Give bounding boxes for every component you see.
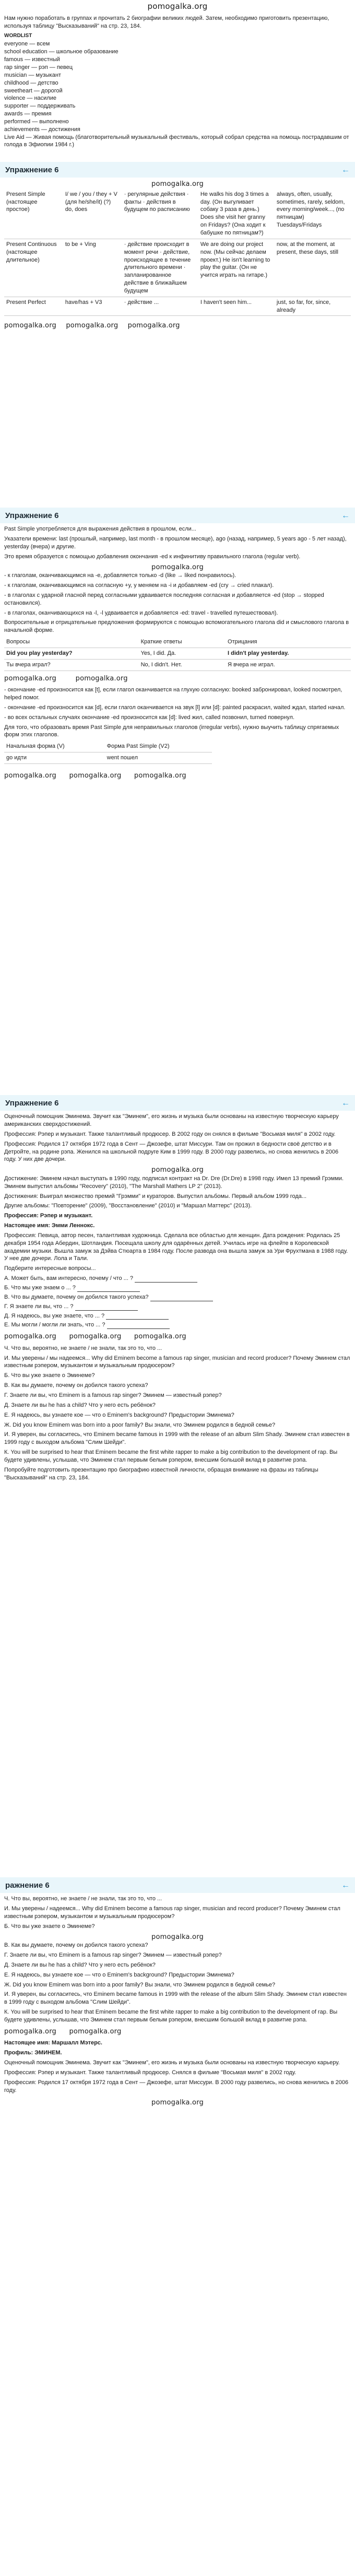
back-arrow-icon[interactable]: ← [341,511,350,521]
table-row [4,297,351,316]
repeat-section [0,1893,355,2576]
answer-blank[interactable] [106,1313,169,1320]
wordlist-item: Live Aid — Живая помощь (благотворительный музыкальный фестиваль, который собрал средства на помощь пострадавшим от голода в Эфиопии 1984 г.) [4,134,349,148]
table-cell: Ты вчера играл? [4,659,139,671]
paragraph: - во всех остальных случаях окончание -ed произносится как [d]: lived жил, called позвонил, turned повернул. [4,714,295,721]
paragraph: Д. Знаете ли вы he has a child? Что у него есть ребёнок? [4,1961,156,1968]
top-watermark [0,0,355,13]
watermark-row [4,2027,351,2037]
paragraph: Профессия: Родился 17 октября 1972 года в Сент — Джозефе, штат Миссури. Там он прожил в бедности своё детство и в Детройте, на родине рэпа. Женился на школьной подруге Ким в 1999 году. В 2000 году развелись, но снова женились в 2006 году. У них две дочери. [4,1140,339,1163]
watermark-row [4,674,351,684]
exercise-title: Упражнение 6 [5,1099,59,1108]
table-cell: always, often, usually, sometimes, rarely, seldom, every morning/week..., (по пятницам) Tuesdays/Fridays [275,189,351,239]
wordlist-item: everyone — всем [4,41,50,48]
paragraph: Д. Знаете ли вы he has a child? Что у него есть ребёнок? [4,1402,156,1408]
wordlist-item: violence — насилие [4,95,56,102]
paragraph: Оценочный помощник Эминема. Звучит как "Эминем", его жизнь и музыка были основаны на известную творческую карьеру. [4,2060,340,2066]
watermark-text: pomogalka.org [75,674,128,683]
question-line: Г. Я знаете ли вы, что ... ? [4,1303,351,1311]
paragraph: Ж. Did you know Eminem was born into a poor family? Вы знали, что Эминем родился в бедной семье? [4,1981,276,1988]
wordlist-item: famous — известный [4,56,60,63]
paragraph: Попробуйте подготовить презентацию про биографию известной личности, обращая внимание на фразы из таблицы "Высказываний" на стр. 23, 184. [4,1466,318,1481]
table-cell: · действие ... [122,297,198,316]
question-line: В. Что вы думаете, почему он добился такого успеха? [4,1293,351,1301]
question-line: Б. Что мы уже знаем о ... ? [4,1284,351,1292]
table-cell: I/ we / you / they + V (для he/she/it) (?) do, does [63,189,122,239]
table-row [4,741,212,752]
paragraph: Профессия: Рэпер и музыкант. Также талантливый продюсер. Снялся в фильме "Восьмая миля" в 2002 году. [4,2069,297,2076]
question-line: Д. Я надеюсь, вы уже знаете, что ... ? [4,1312,351,1320]
watermark-text: pomogalka.org [69,771,122,780]
watermark-row [4,1332,351,1342]
forms-table [4,741,212,764]
watermark-text: pomogalka.org [4,322,56,330]
wordlist-item: awards — премия [4,111,52,117]
exercise-title: Упражнение 6 [5,166,59,175]
paragraph: Настоящее имя: Маршалл Мэтерс. [4,2040,102,2046]
questions-table [4,637,351,671]
watermark-text: pomogalka.org [4,674,56,683]
paragraph: Ч. Что вы, вероятно, не знаете / не знали, так это то, что ... [4,1345,162,1351]
table-header: Краткие ответы [139,637,226,648]
paragraph: - к глаголам, оканчивающимся на -e, добавляется только -d (like → liked понравилось). [4,572,236,579]
answer-blank[interactable] [75,1304,138,1311]
paragraph: И. Я уверен, вы согласитесь, что Eminem became famous in 1999 with the release of an album Slim Shady. Эминем стал известен в 1999 году с выходом альбома "Слим Шейди". [4,1431,350,1446]
watermark-row [4,1933,351,1942]
table-cell: Present Continuous (настоящее длительное) [4,239,63,297]
table-row [4,239,351,297]
watermark-text: pomogalka.org [151,180,204,189]
table-row [4,189,351,239]
watermark-text: pomogalka.org [151,1933,204,1941]
wordlist-item: school education — школьное образование [4,49,119,55]
answer-blank[interactable] [107,1323,170,1329]
paragraph: - в глаголах с ударной гласной перед согласными удваивается последняя согласная и добавляется -ed (stop → stopped остановился). [4,592,324,606]
watermark-row [4,321,351,331]
watermark-row [4,1166,351,1175]
tenses-table-section [0,178,355,508]
paragraph: Г. Знаете ли вы, что Eminem is a famous rap singer? Эминем — известный рэпер? [4,1392,222,1398]
table-row [4,637,351,648]
table-cell: Yes, I did. Да. [139,648,226,659]
paragraph: Оценочный помощник Эминема. Звучит как "Эминем", его жизнь и музыка были основаны на известную творческую карьеру американских сверхдостижений. [4,1113,339,1128]
table-row [4,752,212,764]
paragraph: Е. Я надеюсь, вы узнаете кое — что о Eminem's background? Предыстории Эминема? [4,1971,234,1978]
exercise-title: ражнение 6 [5,1881,50,1890]
table-cell: Did you play yesterday? [4,648,139,659]
table-cell: We are doing our project now. (Мы сейчас делаем проект.) He isn't learning to play the guitar. (Он не учится играть на гитаре.) [198,239,275,297]
paragraph: Г. Знаете ли вы, что Eminem is a famous rap singer? Эминем — известный рэпер? [4,1952,222,1959]
table-cell: I didn't play yesterday. [226,648,351,659]
past-simple-section [0,523,355,1095]
paragraph: Б. Что вы уже знаете о Эминеме? [4,1923,95,1930]
paragraph: Подберите интересные вопросы... [4,1265,96,1272]
table-header: Вопросы [4,637,139,648]
paragraph: Ч. Что вы, вероятно, не знаете / не знали, так это то, что ... [4,1896,162,1902]
paragraph: В. Как вы думаете, почему он добился такого успеха? [4,1382,148,1389]
paragraph: - окончание -ed произносится как [d], если глагол оканчивается на звук [l] или [d]: painted раскрасил, waited ждал, started начал. [4,704,346,711]
watermark-text: pomogalka.org [151,563,204,571]
question-line: А. Может быть, вам интересно, почему / что ... ? [4,1275,351,1283]
table-cell: No, I didn't. Нет. [139,659,226,671]
table-cell: Present Simple (настоящее простое) [4,189,63,239]
question-line: Е. Мы могли / могли ли знать, что ... ? [4,1321,351,1329]
watermark-text: pomogalka.org [134,1333,186,1341]
watermark-text: pomogalka.org [66,322,119,330]
wordlist-title: WORDLIST [4,32,32,39]
table-cell: went пошел [105,752,212,764]
wordlist-item: performed — выполнено [4,118,69,125]
back-arrow-icon[interactable]: ← [341,1099,350,1108]
paragraph: Е. Я надеюсь, вы узнаете кое — что о Eminem's background? Предыстории Эминема? [4,1411,234,1418]
watermark-row [4,2098,351,2108]
paragraph: И. Мы уверены / надеемся... Why did Eminem become a famous rap singer, musician and record producer? Почему Эминем стал известным рэпером, музыкантом и музыкальным продюсером? [4,1905,340,1920]
watermark-text: pomogalka.org [4,2027,56,2036]
paragraph: - к глаголам, оканчивающимся на согласную +y, у меняем на -i и добавляем -ed (cry → cried плакал). [4,582,274,589]
table-cell: · действие происходит в момент речи · действие, происходящее в течение длительного времени · запланированное действие в ближайшем будущем [122,239,198,297]
answer-blank[interactable] [150,1295,213,1301]
wordlist-item: achievements — достижения [4,126,80,133]
watermark-text: pomogalka.org [134,771,186,780]
tenses-table [4,189,351,316]
wordlist-item: sweetheart — дорогой [4,87,63,94]
paragraph: Профессия: Певица, автор песен, талантливая художница. Сделала все областью для женщин. Дата рождения: Родилась 25 декабря 1954 года Абердин, Шотландия. Посещала школу для одарённых детей. Училась игре на флейте в Королевской академии музыки. Вышла замуж за Дэйва Стюарта в 1984 году. После развода она вышла замуж за Ури Фрухтмана в 1988 году. У нее две дочери. Лола и Тали. [4,1232,348,1262]
table-cell: I haven't seen him... [198,297,275,316]
paragraph: В. Как вы думаете, почему он добился такого успеха? [4,1942,148,1949]
paragraph: Достижения: Выиграл множество премий "Грэмми" и кураторов. Выпустил альбомы. Первый альбом 1999 года... [4,1193,307,1199]
watermark-text: pomogalka.org [69,2027,122,2036]
paragraph: Это время образуется с помощью добавления окончания -ed к инфинитиву правильного глагола (regular verb). [4,553,301,560]
watermark-text: pomogalka.org [4,1333,56,1341]
table-cell: now, at the moment, at present, these days, still [275,239,351,297]
watermark-text: pomogalka.org [4,771,56,780]
watermark-text: pomogalka.org [127,322,180,330]
exercise-header [0,1095,355,1111]
table-cell: to be + Ving [63,239,122,297]
table-cell: have/has + V3 [63,297,122,316]
paragraph: Б. Что вы уже знаете о Эминеме? [4,1372,95,1379]
paragraph: Вопросительные и отрицательные предложения формируются с помощью вспомогательного глагола did и смыслового глагола в начальной форме. [4,619,349,634]
answer-blank[interactable] [135,1276,197,1283]
paragraph: - окончание -ed произносится как [t], если глагол оканчивается на глухую согласную: booked забронировал, looked посмотрел, helped помог. [4,687,342,701]
exercise-header [0,162,355,178]
table-header: Форма Past Simple (V2) [105,741,212,752]
paragraph: Ж. Did you know Eminem was born into a poor family? Вы знали, что Эминем родился в бедной семье? [4,1421,276,1428]
paragraph: Настоящее имя: Эмми Леннокс. [4,1222,95,1229]
paragraph: Past Simple употребляется для выражения действия в прошлом, если... [4,526,196,533]
biography-section [0,1111,355,1877]
watermark-text: pomogalka.org [151,2099,204,2107]
wordlist-item: musician — музыкант [4,72,61,78]
intro-section [0,13,355,162]
back-arrow-icon[interactable]: ← [341,166,350,175]
paragraph: К. You will be surprised to hear that Eminem became the first white rapper to make a big contribution to the development of rap. Вы будете удивлены, услышав, что Эминем стал первым белым рэпером, внесшим большой вклад в развитие рэпа. [4,1449,338,1463]
watermark-text: pomogalka.org [69,1333,122,1341]
paragraph: - в глаголах, оканчивающихся на -l, -l удваивается и добавляется -ed: travel - travelled путешествовал). [4,609,278,616]
watermark-row [4,771,351,781]
table-row [4,648,351,659]
exercise-title: Упражнение 6 [5,511,59,521]
wordlist [4,40,351,149]
paragraph: Профессия: Рэпер и музыкант. Также талантливый продюсер. В 2002 году он снялся в фильме "Восьмая миля" в 2002 году. [4,1131,336,1137]
table-cell: go идти [4,752,105,764]
paragraph: Профиль: ЭМИНЕМ. [4,2050,62,2056]
back-arrow-icon[interactable]: ← [341,1881,350,1890]
paragraph: Другие альбомы: "Повторение" (2009), "Восстановление" (2010) и "Маршал Маттерс" (2013). [4,1203,252,1209]
paragraph: К. You will be surprised to hear that Eminem became the first white rapper to make a big contribution to the development of rap. Вы будете удивлены, услышав, что Эминем стал первым белым рэпером, внесшим большой вклад в развитие рэпа. [4,2009,338,2023]
paragraph: Профессия: Родился 17 октября 1972 года в Сент — Джозефе, штат Миссури. В 2000 году развелись, но снова женились в 2006 году. [4,2079,349,2093]
table-row [4,659,351,671]
watermark-row [4,180,351,189]
paragraph: Для того, что образовать время Past Simple для неправильных глаголов (irregular verbs), нужно выучить таблицу спрягаемых форм этих глаголов. [4,724,339,738]
paragraph: И. Я уверен, вы согласитесь, что Eminem became famous in 1999 with the release of the album Slim Shady. Эминем стал известен в 1999 году с выходом альбома "Слим Шейди". [4,1991,347,2006]
table-cell: He walks his dog 3 times a day. (Он выгуливает собаку 3 раза в день.) Does she visit her granny on Fridays? (Она ходит к бабушке по пятницам?) [198,189,275,239]
table-cell: · регулярные действия · факты · действия в будущем по расписанию [122,189,198,239]
exercise-header [0,508,355,523]
table-header: Начальная форма (V) [4,741,105,752]
intro-text: Нам нужно поработать в группах и прочитать 2 биографии великих людей. Затем, необходимо приготовить презентацию, используя таблицу "Высказываний" на стр. 23, 184. [4,15,329,30]
watermark-row [4,563,351,572]
exercise-header [0,1877,355,1893]
wordlist-item: childhood — детство [4,79,58,86]
table-cell: just, so far, for, since, already [275,297,351,316]
table-cell: Present Perfect [4,297,63,316]
wordlist-item: supporter — поддерживать [4,103,76,110]
wordlist-item: rap singer — рэп — певец [4,64,73,70]
paragraph: Достижение: Эминем начал выступать в 1990 году, подписал контракт на Dr. Dre (Dr.Dre) в 1998 году. Имел 13 премий Грэмми. Эминем выпустил альбомы "Recovery" (2010), "The Marshall Mathers LP 2" (2013). [4,1175,344,1190]
paragraph: Указатели времени: last (прошлый, например, last month - в прошлом месяце), ago (назад, например, 5 years ago - 5 лет назад), yesterday (вчера) и другие. [4,536,347,550]
answer-blank[interactable] [77,1286,140,1292]
paragraph: И. Мы уверены / мы надеемся... Why did Eminem become a famous rap singer, musician and record producer? Почему Эминем стал известным рэпером, музыкантом и музыкальным продюсером? [4,1355,350,1369]
watermark-text: pomogalka.org [147,2,208,11]
watermark-text: pomogalka.org [151,1166,204,1174]
paragraph: Профессия: Рэпер и музыкант. [4,1213,93,1219]
table-cell: Я вчера не играл. [226,659,351,671]
table-header: Отрицания [226,637,351,648]
